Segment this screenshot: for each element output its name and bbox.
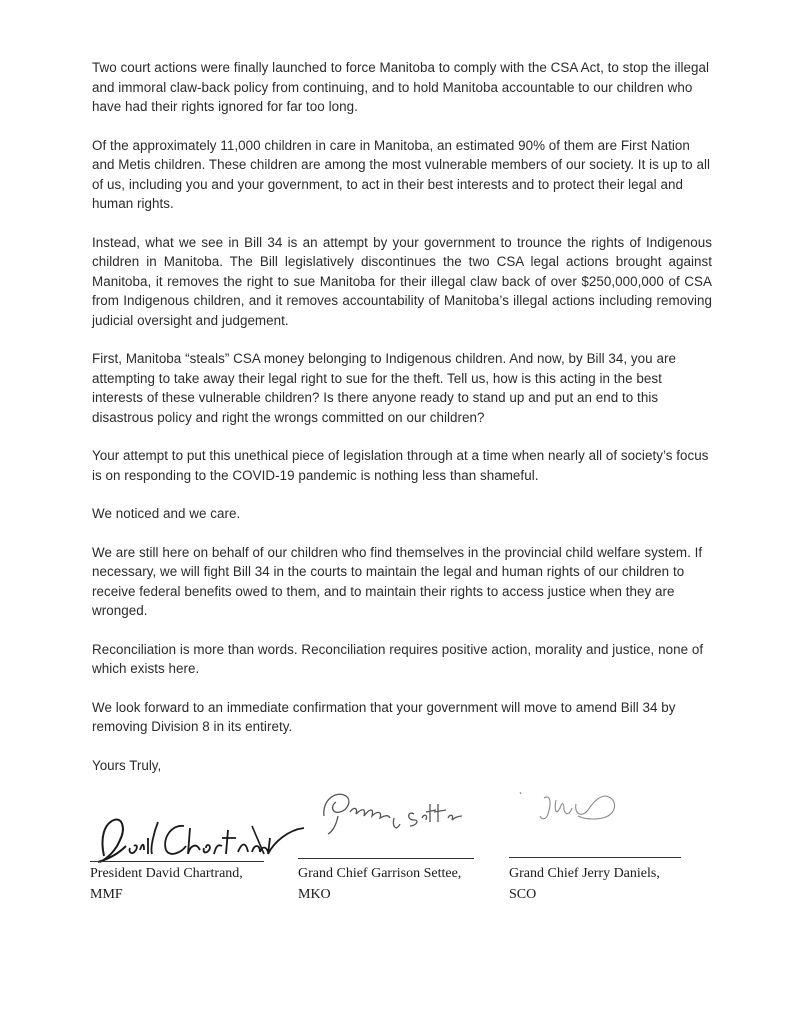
signature-line <box>90 861 264 862</box>
signature-line <box>298 858 474 859</box>
paragraph-amend-request: We look forward to an immediate confirmation that your government will move to amend Bill 34 by removing Division 8 in its entirety. <box>92 699 676 734</box>
signature-line <box>509 857 681 858</box>
signature-daniels <box>516 786 626 830</box>
closing-salutation: Yours Truly, <box>92 757 162 773</box>
paragraph-still-here: We are still here on behalf of our children who find themselves in the provincial child welfare system. If necessary, we will fight Bill 34 in the courts to maintain the legal and human rights of our children to receive federal benefits owed to them, and to maintain their rights to access justice when they are wronged. <box>92 544 703 618</box>
signatory-name: Grand Chief Jerry Daniels, <box>509 866 660 881</box>
signatory-name: Grand Chief Garrison Settee, <box>298 866 462 881</box>
letter-body <box>92 58 712 775</box>
paragraph-court-actions: Two court actions were finally launched to force Manitoba to comply with the CSA Act, to stop the illegal and immoral claw-back policy from continuing, and to hold Manitoba accountable to our children who have had their rights ignored for far too long. <box>92 60 710 114</box>
signatory-organization: MKO <box>298 887 331 902</box>
signatory-name: President David Chartrand, <box>90 866 243 881</box>
signatory-organization: SCO <box>509 887 537 902</box>
paragraph-reconciliation: Reconciliation is more than words. Reconciliation requires positive action, morality and justice, none of which exists here. <box>92 641 704 676</box>
paragraph-children-in-care: Of the approximately 11,000 children in care in Manitoba, an estimated 90% of them are First Nation and Metis children. These children are among the most vulnerable members of our society. It is up to all of us, including you and your government, to act in their best interests and to protect their legal and human rights. <box>92 137 710 211</box>
paragraph-csa-money: First, Manitoba “steals” CSA money belonging to Indigenous children. And now, by Bill 34, you are attempting to take away their legal right to sue for the theft. Tell us, how is this acting in the best interests of these vulnerable children? Is there anyone ready to stand up and put an end to this disastrous policy and right the wrongs committed on our children? <box>92 351 676 425</box>
paragraph-bill-34: Instead, what we see in Bill 34 is an attempt by your government to trounce the rights of Indigenous children in Manitoba. The Bill legislatively discontinues the two CSA legal actions brought against Manitoba, it removes the right to sue Manitoba for their illegal claw back of over $250,000,000 of CSA from Indigenous children, and it removes accountability of Manitoba’s illegal actions including removing judicial oversight and judgement. <box>92 234 712 328</box>
paragraph-we-noticed: We noticed and we care. <box>92 506 241 521</box>
signatory-organization: MMF <box>90 887 123 902</box>
signature-settee <box>318 786 468 838</box>
paragraph-covid: Your attempt to put this unethical piece of legislation through at a time when nearly all of society’s focus is on responding to the COVID-19 pandemic is nothing less than shameful. <box>92 448 709 483</box>
